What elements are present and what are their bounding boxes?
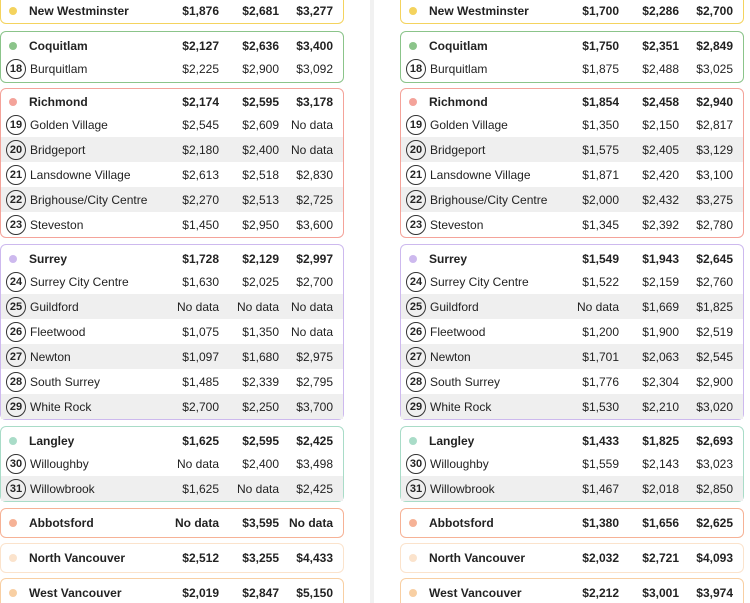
- value-col-3: $3,400: [296, 38, 333, 53]
- value-col-1: $1,700: [582, 3, 619, 18]
- value-col-1: $1,559: [582, 456, 619, 471]
- neighbourhood-row: [401, 162, 743, 187]
- neighbourhood-name: South Surrey: [430, 374, 501, 389]
- neighbourhood-number: 21: [6, 165, 26, 185]
- value-col-1: $2,212: [582, 585, 619, 600]
- region-header-langley: [401, 428, 743, 453]
- region-card-north-vancouver: [0, 543, 344, 573]
- region-dot-icon: [9, 589, 17, 597]
- value-col-1: $1,876: [182, 3, 219, 18]
- value-col-2: $2,143: [642, 456, 679, 471]
- value-col-3: $2,780: [696, 217, 733, 232]
- value-col-3: $2,940: [696, 94, 733, 109]
- value-col-2: $2,681: [242, 3, 279, 18]
- neighbourhood-row: [1, 344, 343, 369]
- region-dot-icon: [409, 255, 417, 263]
- region-dot-icon: [9, 519, 17, 527]
- value-col-1: $1,345: [582, 217, 619, 232]
- value-col-1: $2,019: [182, 585, 219, 600]
- value-col-1: No data: [176, 299, 219, 314]
- value-col-3: $2,849: [696, 38, 733, 53]
- neighbourhood-row: [401, 369, 743, 394]
- value-col-1: $1,875: [582, 61, 619, 76]
- neighbourhood-number: 31: [406, 479, 426, 499]
- value-col-2: $1,669: [642, 299, 679, 314]
- neighbourhood-name: South Surrey: [30, 374, 101, 389]
- value-col-1: $2,174: [182, 94, 219, 109]
- value-col-1: $1,467: [582, 481, 619, 496]
- value-col-3: $3,974: [696, 585, 733, 600]
- value-col-1: $1,530: [582, 399, 619, 414]
- value-col-2: $2,392: [642, 217, 679, 232]
- value-col-3: $2,725: [296, 192, 333, 207]
- neighbourhood-number: 20: [406, 140, 426, 160]
- value-col-3: $2,425: [296, 433, 333, 448]
- value-col-1: $1,433: [582, 433, 619, 448]
- region-name: Surrey: [429, 251, 468, 266]
- value-col-3: $3,277: [296, 3, 333, 18]
- value-col-2: $2,513: [242, 192, 279, 207]
- neighbourhood-name: Steveston: [30, 217, 84, 232]
- neighbourhood-name: Surrey City Centre: [30, 274, 129, 289]
- value-col-3: $3,100: [696, 167, 733, 182]
- neighbourhood-name: Steveston: [430, 217, 484, 232]
- value-col-2: $2,405: [642, 142, 679, 157]
- value-col-3: $3,275: [696, 192, 733, 207]
- neighbourhood-row: [401, 451, 743, 476]
- region-card-west-vancouver: [400, 578, 744, 603]
- value-col-2: $2,018: [642, 481, 679, 496]
- region-header-west-vancouver: [1, 580, 343, 603]
- region-name: New Westminster: [429, 3, 529, 18]
- value-col-3: $2,700: [696, 3, 733, 18]
- neighbourhood-row: [1, 112, 343, 137]
- value-col-2: $2,304: [642, 374, 679, 389]
- region-header-north-vancouver: [401, 545, 743, 570]
- neighbourhood-row: [401, 394, 743, 419]
- region-dot-icon: [9, 255, 17, 263]
- neighbourhood-row: [1, 187, 343, 212]
- value-col-2: $2,250: [242, 399, 279, 414]
- region-name: North Vancouver: [429, 550, 526, 565]
- region-dot-icon: [409, 42, 417, 50]
- value-col-3: $5,150: [296, 585, 333, 600]
- neighbourhood-name: Burquitlam: [30, 61, 88, 76]
- region-card-coquitlam: [0, 31, 344, 83]
- neighbourhood-name: White Rock: [30, 399, 92, 414]
- neighbourhood-number: 25: [406, 297, 426, 317]
- value-col-3: No data: [288, 515, 333, 530]
- region-card-surrey: [0, 244, 344, 420]
- neighbourhood-name: Brighouse/City Centre: [430, 192, 548, 207]
- neighbourhood-row: [1, 451, 343, 476]
- neighbourhood-number: 26: [6, 322, 26, 342]
- neighbourhood-number: 21: [406, 165, 426, 185]
- neighbourhood-number: 24: [6, 272, 26, 292]
- value-col-1: $1,485: [182, 374, 219, 389]
- neighbourhood-number: 27: [6, 347, 26, 367]
- neighbourhood-name: Bridgeport: [430, 142, 486, 157]
- neighbourhood-row: [401, 112, 743, 137]
- neighbourhood-row: [401, 319, 743, 344]
- right-table: [400, 0, 744, 603]
- neighbourhood-name: Lansdowne Village: [30, 167, 131, 182]
- value-col-3: $2,545: [696, 349, 733, 364]
- neighbourhood-number: 18: [406, 59, 426, 79]
- value-col-2: $2,488: [642, 61, 679, 76]
- value-col-3: $2,645: [696, 251, 733, 266]
- region-card-richmond: [400, 88, 744, 238]
- region-card-surrey: [400, 244, 744, 420]
- value-col-1: $2,512: [182, 550, 219, 565]
- value-col-1: $1,350: [582, 117, 619, 132]
- value-col-3: $4,433: [296, 550, 333, 565]
- value-col-1: $1,380: [582, 515, 619, 530]
- neighbourhood-row: [1, 137, 343, 162]
- neighbourhood-name: Golden Village: [30, 117, 108, 132]
- value-col-3: $3,025: [696, 61, 733, 76]
- neighbourhood-name: Brighouse/City Centre: [30, 192, 148, 207]
- value-col-2: $2,847: [242, 585, 279, 600]
- value-col-1: $1,701: [582, 349, 619, 364]
- region-dot-icon: [9, 98, 17, 106]
- neighbourhood-name: Lansdowne Village: [430, 167, 531, 182]
- region-card-coquitlam: [400, 31, 744, 83]
- value-col-2: $2,159: [642, 274, 679, 289]
- value-col-2: $1,825: [642, 433, 679, 448]
- value-col-2: $2,595: [242, 433, 279, 448]
- neighbourhood-row: [1, 294, 343, 319]
- region-card-abbotsford: [400, 508, 744, 538]
- neighbourhood-name: Newton: [430, 349, 471, 364]
- value-col-2: $1,900: [642, 324, 679, 339]
- value-col-1: $2,545: [182, 117, 219, 132]
- value-col-1: No data: [176, 456, 219, 471]
- region-header-north-vancouver: [1, 545, 343, 570]
- value-col-1: $2,032: [582, 550, 619, 565]
- neighbourhood-name: Willoughby: [430, 456, 489, 471]
- neighbourhood-name: Golden Village: [430, 117, 508, 132]
- value-col-1: No data: [174, 515, 219, 530]
- neighbourhood-name: Willowbrook: [430, 481, 495, 496]
- value-col-1: $2,180: [182, 142, 219, 157]
- region-name: Langley: [29, 433, 75, 448]
- neighbourhood-number: 29: [6, 397, 26, 417]
- region-header-west-vancouver: [401, 580, 743, 603]
- neighbourhood-number: 30: [406, 454, 426, 474]
- region-name: Abbotsford: [429, 515, 494, 530]
- neighbourhood-row: [1, 394, 343, 419]
- neighbourhood-number: 18: [6, 59, 26, 79]
- value-col-2: No data: [236, 299, 279, 314]
- neighbourhood-number: 31: [6, 479, 26, 499]
- value-col-3: $2,425: [296, 481, 333, 496]
- region-header-surrey: [401, 246, 743, 271]
- value-col-3: $2,850: [696, 481, 733, 496]
- neighbourhood-number: 25: [6, 297, 26, 317]
- left-table: [0, 0, 344, 603]
- neighbourhood-row: [1, 476, 343, 501]
- neighbourhood-number: 23: [6, 215, 26, 235]
- value-col-1: $1,450: [182, 217, 219, 232]
- value-col-2: $3,595: [242, 515, 279, 530]
- value-col-2: $2,351: [642, 38, 679, 53]
- value-col-1: No data: [576, 299, 619, 314]
- column-divider: [370, 0, 374, 603]
- neighbourhood-row: [1, 56, 343, 81]
- region-name: West Vancouver: [429, 585, 522, 600]
- value-col-3: $3,023: [696, 456, 733, 471]
- value-col-3: $2,795: [296, 374, 333, 389]
- value-col-2: $2,458: [642, 94, 679, 109]
- value-col-2: $2,518: [242, 167, 279, 182]
- neighbourhood-row: [401, 294, 743, 319]
- value-col-2: $2,286: [642, 3, 679, 18]
- value-col-2: $3,255: [242, 550, 279, 565]
- region-header-abbotsford: [1, 510, 343, 535]
- region-dot-icon: [9, 554, 17, 562]
- value-col-1: $1,097: [182, 349, 219, 364]
- value-col-1: $1,776: [582, 374, 619, 389]
- value-col-3: $3,178: [296, 94, 333, 109]
- neighbourhood-number: 23: [406, 215, 426, 235]
- value-col-2: No data: [236, 481, 279, 496]
- value-col-1: $2,000: [582, 192, 619, 207]
- neighbourhood-row: [1, 269, 343, 294]
- value-col-1: $1,630: [182, 274, 219, 289]
- value-col-3: $2,830: [296, 167, 333, 182]
- value-col-1: $1,575: [582, 142, 619, 157]
- value-col-3: No data: [290, 299, 333, 314]
- region-name: Coquitlam: [29, 38, 88, 53]
- neighbourhood-row: [401, 212, 743, 237]
- neighbourhood-name: Bridgeport: [30, 142, 86, 157]
- region-card-new-westminster: [400, 0, 744, 24]
- value-col-2: $2,400: [242, 456, 279, 471]
- value-col-2: $3,001: [642, 585, 679, 600]
- neighbourhood-number: 29: [406, 397, 426, 417]
- neighbourhood-row: [1, 369, 343, 394]
- value-col-1: $2,225: [182, 61, 219, 76]
- region-name: Langley: [429, 433, 475, 448]
- region-name: Richmond: [429, 94, 488, 109]
- value-col-3: No data: [290, 142, 333, 157]
- neighbourhood-number: 19: [406, 115, 426, 135]
- region-name: Abbotsford: [29, 515, 94, 530]
- value-col-3: $2,519: [696, 324, 733, 339]
- value-col-2: $2,150: [642, 117, 679, 132]
- neighbourhood-name: Burquitlam: [430, 61, 488, 76]
- value-col-2: $2,721: [642, 550, 679, 565]
- value-col-3: $2,975: [296, 349, 333, 364]
- value-col-3: $2,700: [296, 274, 333, 289]
- region-name: North Vancouver: [29, 550, 126, 565]
- region-card-west-vancouver: [0, 578, 344, 603]
- neighbourhood-row: [1, 319, 343, 344]
- region-dot-icon: [9, 437, 17, 445]
- value-col-3: $2,900: [696, 374, 733, 389]
- value-col-1: $2,700: [182, 399, 219, 414]
- neighbourhood-name: Fleetwood: [430, 324, 486, 339]
- neighbourhood-number: 19: [6, 115, 26, 135]
- neighbourhood-row: [401, 476, 743, 501]
- value-col-3: $2,760: [696, 274, 733, 289]
- region-header-abbotsford: [401, 510, 743, 535]
- value-col-3: $2,997: [296, 251, 333, 266]
- region-dot-icon: [409, 7, 417, 15]
- value-col-1: $2,127: [182, 38, 219, 53]
- value-col-3: No data: [290, 324, 333, 339]
- neighbourhood-name: Guildford: [30, 299, 79, 314]
- neighbourhood-number: 22: [6, 190, 26, 210]
- region-card-langley: [400, 426, 744, 502]
- neighbourhood-name: Willowbrook: [30, 481, 95, 496]
- neighbourhood-name: Newton: [30, 349, 71, 364]
- neighbourhood-row: [401, 187, 743, 212]
- value-col-1: $1,854: [582, 94, 619, 109]
- value-col-2: $1,943: [642, 251, 679, 266]
- region-name: Richmond: [29, 94, 88, 109]
- neighbourhood-name: Guildford: [430, 299, 479, 314]
- neighbourhood-row: [401, 344, 743, 369]
- value-col-2: $2,025: [242, 274, 279, 289]
- region-card-abbotsford: [0, 508, 344, 538]
- neighbourhood-number: 28: [6, 372, 26, 392]
- neighbourhood-number: 30: [6, 454, 26, 474]
- region-header-new-westminster: [1, 0, 343, 23]
- value-col-2: $2,950: [242, 217, 279, 232]
- neighbourhood-number: 26: [406, 322, 426, 342]
- neighbourhood-row: [401, 137, 743, 162]
- value-col-1: $2,270: [182, 192, 219, 207]
- region-header-coquitlam: [401, 33, 743, 58]
- neighbourhood-name: Willoughby: [30, 456, 89, 471]
- neighbourhood-row: [1, 212, 343, 237]
- region-dot-icon: [409, 437, 417, 445]
- value-col-1: $1,075: [182, 324, 219, 339]
- value-col-3: $1,825: [696, 299, 733, 314]
- value-col-1: $1,522: [582, 274, 619, 289]
- region-card-langley: [0, 426, 344, 502]
- value-col-1: $1,625: [182, 481, 219, 496]
- region-header-surrey: [1, 246, 343, 271]
- region-name: New Westminster: [29, 3, 129, 18]
- value-col-2: $2,595: [242, 94, 279, 109]
- value-col-3: $2,625: [696, 515, 733, 530]
- neighbourhood-row: [1, 162, 343, 187]
- value-col-3: $2,817: [696, 117, 733, 132]
- value-col-1: $1,871: [582, 167, 619, 182]
- value-col-2: $2,432: [642, 192, 679, 207]
- region-header-langley: [1, 428, 343, 453]
- value-col-3: $2,693: [696, 433, 733, 448]
- value-col-3: $3,700: [296, 399, 333, 414]
- neighbourhood-number: 22: [406, 190, 426, 210]
- region-header-coquitlam: [1, 33, 343, 58]
- region-dot-icon: [409, 98, 417, 106]
- value-col-1: $1,625: [182, 433, 219, 448]
- value-col-2: $2,129: [242, 251, 279, 266]
- value-col-3: $3,498: [296, 456, 333, 471]
- neighbourhood-number: 20: [6, 140, 26, 160]
- neighbourhood-row: [401, 56, 743, 81]
- region-header-richmond: [1, 89, 343, 114]
- value-col-1: $1,549: [582, 251, 619, 266]
- value-col-3: $3,129: [696, 142, 733, 157]
- value-col-3: No data: [290, 117, 333, 132]
- value-col-2: $2,609: [242, 117, 279, 132]
- value-col-1: $1,200: [582, 324, 619, 339]
- value-col-2: $2,636: [242, 38, 279, 53]
- value-col-2: $2,420: [642, 167, 679, 182]
- value-col-2: $1,656: [642, 515, 679, 530]
- value-col-1: $1,728: [182, 251, 219, 266]
- value-col-3: $3,092: [296, 61, 333, 76]
- region-card-new-westminster: [0, 0, 344, 24]
- region-name: Coquitlam: [429, 38, 488, 53]
- value-col-1: $2,613: [182, 167, 219, 182]
- value-col-2: $1,680: [242, 349, 279, 364]
- value-col-2: $2,400: [242, 142, 279, 157]
- region-name: Surrey: [29, 251, 68, 266]
- neighbourhood-row: [401, 269, 743, 294]
- region-header-richmond: [401, 89, 743, 114]
- neighbourhood-number: 27: [406, 347, 426, 367]
- value-col-2: $1,350: [242, 324, 279, 339]
- neighbourhood-name: Surrey City Centre: [430, 274, 529, 289]
- neighbourhood-name: Fleetwood: [30, 324, 86, 339]
- region-card-richmond: [0, 88, 344, 238]
- region-dot-icon: [409, 589, 417, 597]
- value-col-2: $2,063: [642, 349, 679, 364]
- value-col-3: $4,093: [696, 550, 733, 565]
- value-col-1: $1,750: [582, 38, 619, 53]
- value-col-2: $2,900: [242, 61, 279, 76]
- region-dot-icon: [9, 7, 17, 15]
- region-dot-icon: [409, 554, 417, 562]
- region-dot-icon: [409, 519, 417, 527]
- region-header-new-westminster: [401, 0, 743, 23]
- value-col-3: $3,600: [296, 217, 333, 232]
- value-col-2: $2,210: [642, 399, 679, 414]
- region-name: West Vancouver: [29, 585, 122, 600]
- region-card-north-vancouver: [400, 543, 744, 573]
- value-col-2: $2,339: [242, 374, 279, 389]
- neighbourhood-number: 24: [406, 272, 426, 292]
- neighbourhood-name: White Rock: [430, 399, 492, 414]
- region-dot-icon: [9, 42, 17, 50]
- neighbourhood-number: 28: [406, 372, 426, 392]
- value-col-3: $3,020: [696, 399, 733, 414]
